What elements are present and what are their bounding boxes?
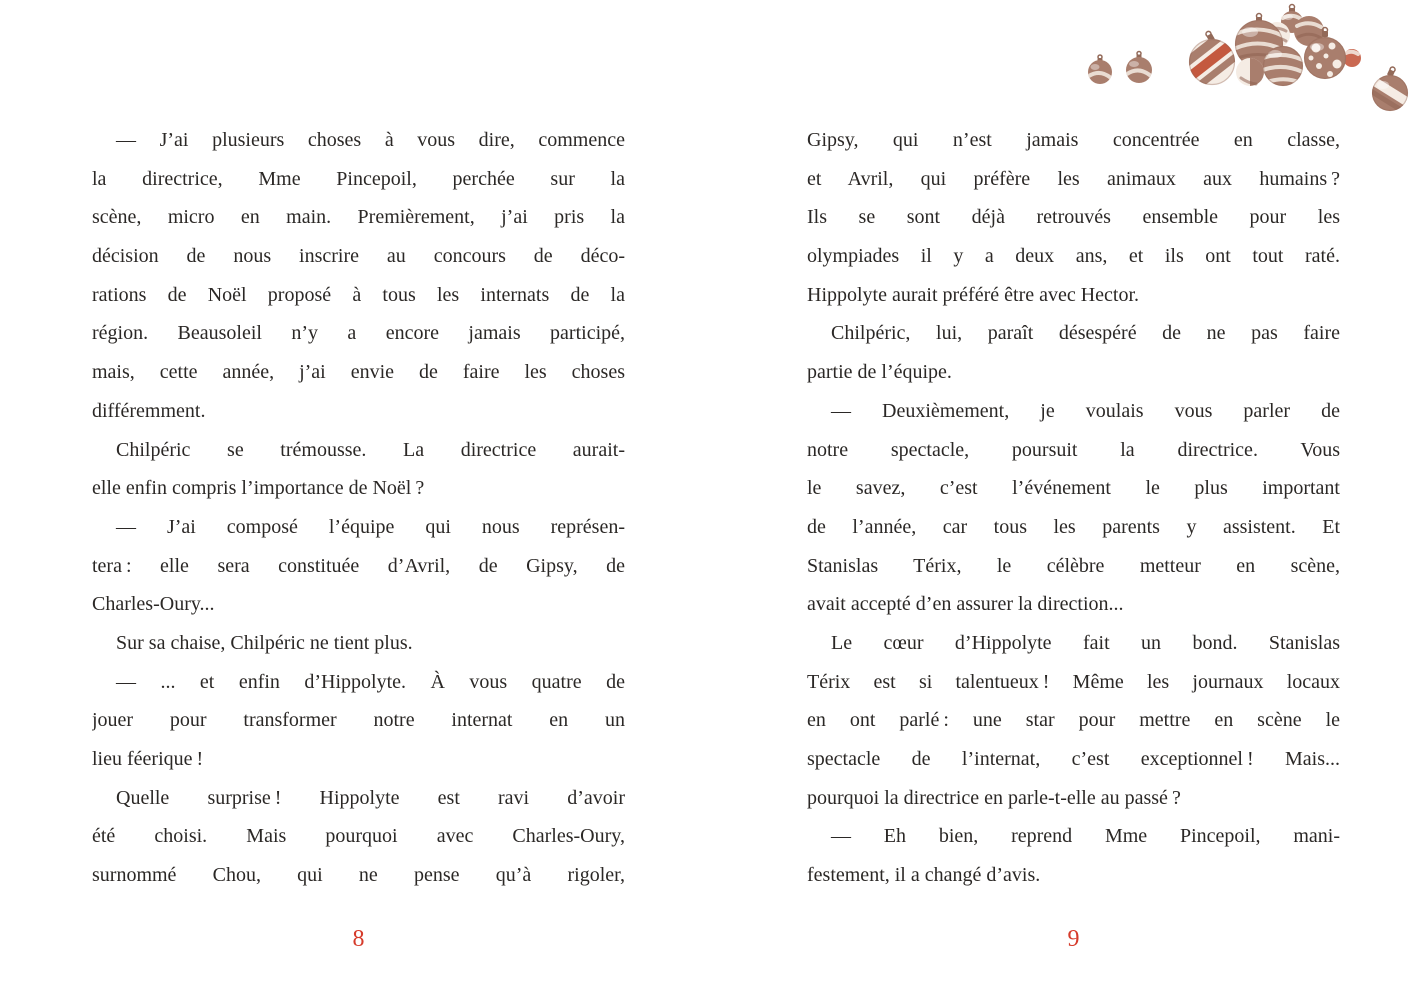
bauble-icon xyxy=(1236,58,1264,86)
text-line: spectacle de l’internat, c’est exceptionnel ! Mais... xyxy=(807,748,1340,770)
text-line: surnommé Chou, qui ne pense qu’à rigoler, xyxy=(92,864,625,887)
text-line: Térix est si talentueux ! Même les journaux locaux xyxy=(807,670,1340,693)
text-line: — J’ai plusieurs choses à vous dire, commence xyxy=(116,129,625,151)
text-line: — Deuxièmement, je voulais vous parler de xyxy=(831,399,1340,422)
text-line: été choisi. Mais pourquoi avec Charles-Oury, xyxy=(92,825,625,848)
text-line: décision de nous inscrire au concours de déco- xyxy=(92,245,625,268)
text-line: festement, il a changé d’avis. xyxy=(807,864,1041,887)
text-line: Hippolyte aurait préféré être avec Hector. xyxy=(807,283,1140,306)
text-line: elle enfin compris l’importance de Noël ? xyxy=(92,477,425,500)
text-line: tera : elle sera constituée d’Avril, de Gipsy, de xyxy=(92,554,625,577)
text-line: et Avril, qui préfère les animaux aux humains ? xyxy=(807,167,1340,190)
text-line: — ... et enfin d’Hippolyte. À vous quatre de xyxy=(116,670,625,693)
text-line: de l’année, car tous les parents y assistent. Et xyxy=(807,515,1340,538)
bauble-icon xyxy=(1365,66,1413,114)
text-line: Le cœur d’Hippolyte fait un bond. Stanislas xyxy=(831,631,1340,654)
text-line: Stanislas Térix, le célèbre metteur en scène, xyxy=(807,554,1340,577)
bauble-icon xyxy=(1088,55,1112,84)
text-line: rations de Noël proposé à tous les internats de la xyxy=(92,283,625,306)
text-line: notre spectacle, poursuit la directrice. Vous xyxy=(807,438,1340,461)
page-number-8: 8 xyxy=(352,926,365,952)
bauble-icon xyxy=(1126,52,1152,84)
christmas-baubles-illustration xyxy=(1075,0,1425,125)
text-line: pourquoi la directrice en parle-t-elle au passé ? xyxy=(807,786,1181,809)
text-line: différemment. xyxy=(92,399,206,422)
text-line: la directrice, Mme Pincepoil, perchée sur la xyxy=(92,167,625,190)
text-line: Quelle surprise ! Hippolyte est ravi d’avoir xyxy=(116,786,625,809)
text-line: Gipsy, qui n’est jamais concentrée en classe, xyxy=(807,129,1340,151)
text-line: jouer pour transformer notre internat en un xyxy=(92,709,625,732)
text-line: le savez, c’est l’événement le plus important xyxy=(807,477,1340,500)
text-line: scène, micro en main. Premièrement, j’ai pris la xyxy=(92,206,625,229)
page-9-text xyxy=(807,121,1340,895)
text-line: avait accepté d’en assurer la direction... xyxy=(807,593,1124,616)
text-line: partie de l’équipe. xyxy=(807,361,952,384)
text-line: en ont parlé : une star pour mettre en scène le xyxy=(807,709,1340,732)
text-line: Chilpéric, lui, paraît désespéré de ne pas faire xyxy=(831,322,1340,345)
bauble-icon xyxy=(1177,28,1244,91)
bauble-icon xyxy=(1263,46,1303,86)
page-8-text xyxy=(92,121,625,895)
text-line: Ils se sont déjà retrouvés ensemble pour les xyxy=(807,206,1340,229)
text-line: mais, cette année, j’ai envie de faire les choses xyxy=(92,361,625,384)
text-line: Charles-Oury... xyxy=(92,593,215,616)
text-line: Chilpéric se trémousse. La directrice aurait- xyxy=(116,438,625,461)
text-line: lieu féerique ! xyxy=(92,748,204,770)
text-line: Sur sa chaise, Chilpéric ne tient plus. xyxy=(116,631,413,654)
text-line: région. Beausoleil n’y a encore jamais participé, xyxy=(92,322,625,345)
text-line: — J’ai composé l’équipe qui nous représen- xyxy=(116,515,625,538)
text-line: — Eh bien, reprend Mme Pincepoil, mani- xyxy=(831,825,1340,848)
text-line: olympiades il y a deux ans, et ils ont tout raté. xyxy=(807,245,1340,268)
page-number-9: 9 xyxy=(1067,926,1080,952)
